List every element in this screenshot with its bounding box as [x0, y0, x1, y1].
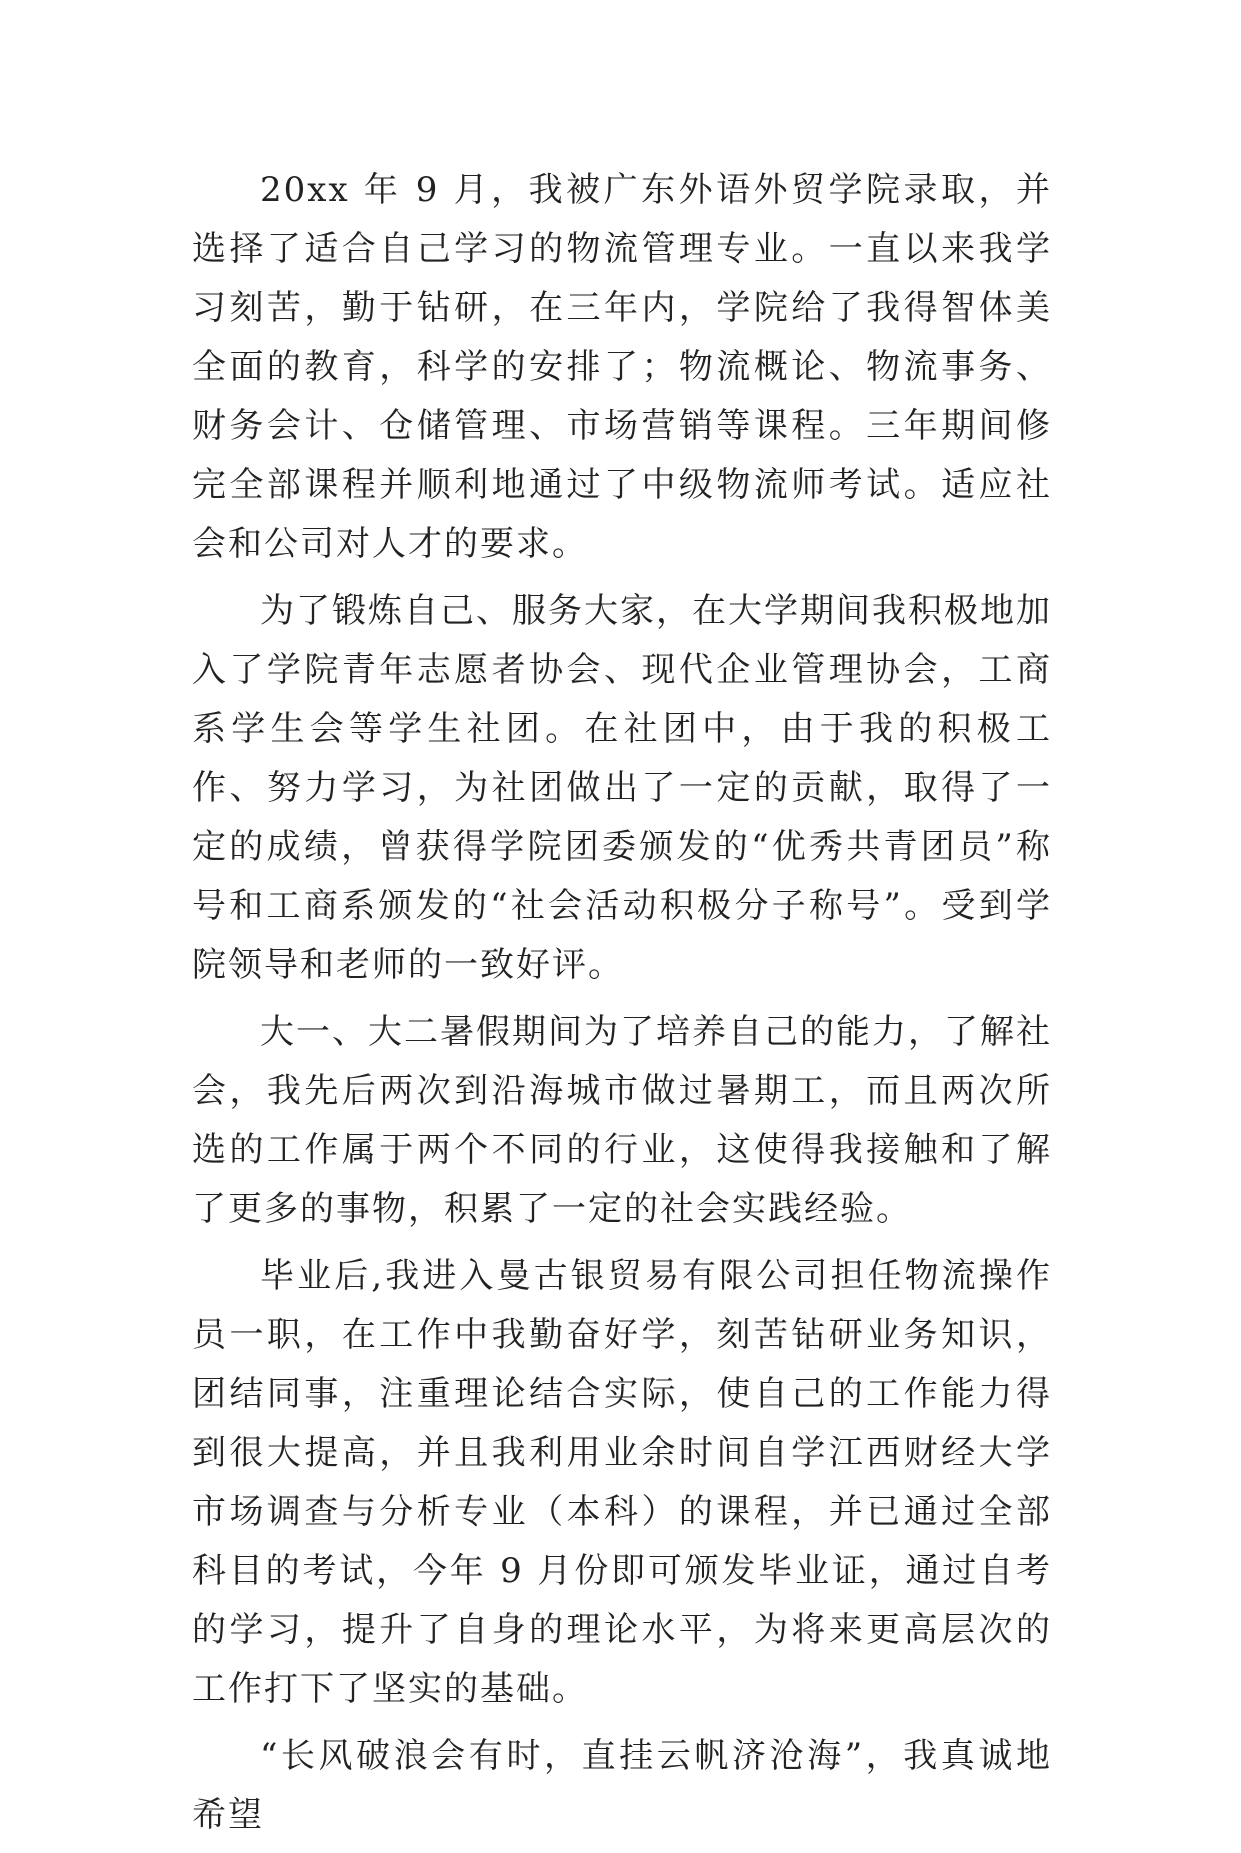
paragraph-summer-work: 大一、大二暑假期间为了培养自己的能力，了解社会，我先后两次到沿海城市做过暑期工，而且两次所选的工作属于两个不同的行业，这使得我接触和了解了更多的事物，积累了一定的社会实践经验。 [192, 1012, 1052, 1229]
paragraph-activities: 为了锻炼自己、服务大家，在大学期间我积极地加入了学院青年志愿者协会、现代企业管理协会，工商系学生会等学生社团。在社团中，由于我的积极工作、努力学习，为社团做出了一定的贡献，取得了一定的成绩，曾获得学院团委颁发的“优秀共青团员”称号和工商系颁发的“社会活动积极分子称号”。受到学院领导和老师的一致好评。 [192, 591, 1052, 985]
paragraph-closing: “长风破浪会有时，直挂云帆济沧海”，我真诚地希望 [192, 1736, 1052, 1835]
document-body [192, 161, 1052, 1853]
paragraph-career: 毕业后,我进入曼古银贸易有限公司担任物流操作员一职，在工作中我勤奋好学，刻苦钻研业务知识，团结同事，注重理论结合实际，使自己的工作能力得到很大提高，并且我利用业余时间自学江西财经大学市场调查与分析专业（本科）的课程，并已通过全部科目的考试，今年 9 月份即可颁发毕业证，通过自考的学习，提升了自身的理论水平，为将来更高层次的工作打下了坚实的基础。 [192, 1256, 1052, 1709]
paragraph-education: 20xx 年 9 月，我被广东外语外贸学院录取，并选择了适合自己学习的物流管理专业。一直以来我学习刻苦，勤于钻研，在三年内，学院给了我得智体美全面的教育，科学的安排了；物流概论、物流事务、财务会计、仓储管理、市场营销等课程。三年期间修完全部课程并顺利地通过了中级物流师考试。适应社会和公司对人才的要求。 [192, 170, 1052, 564]
